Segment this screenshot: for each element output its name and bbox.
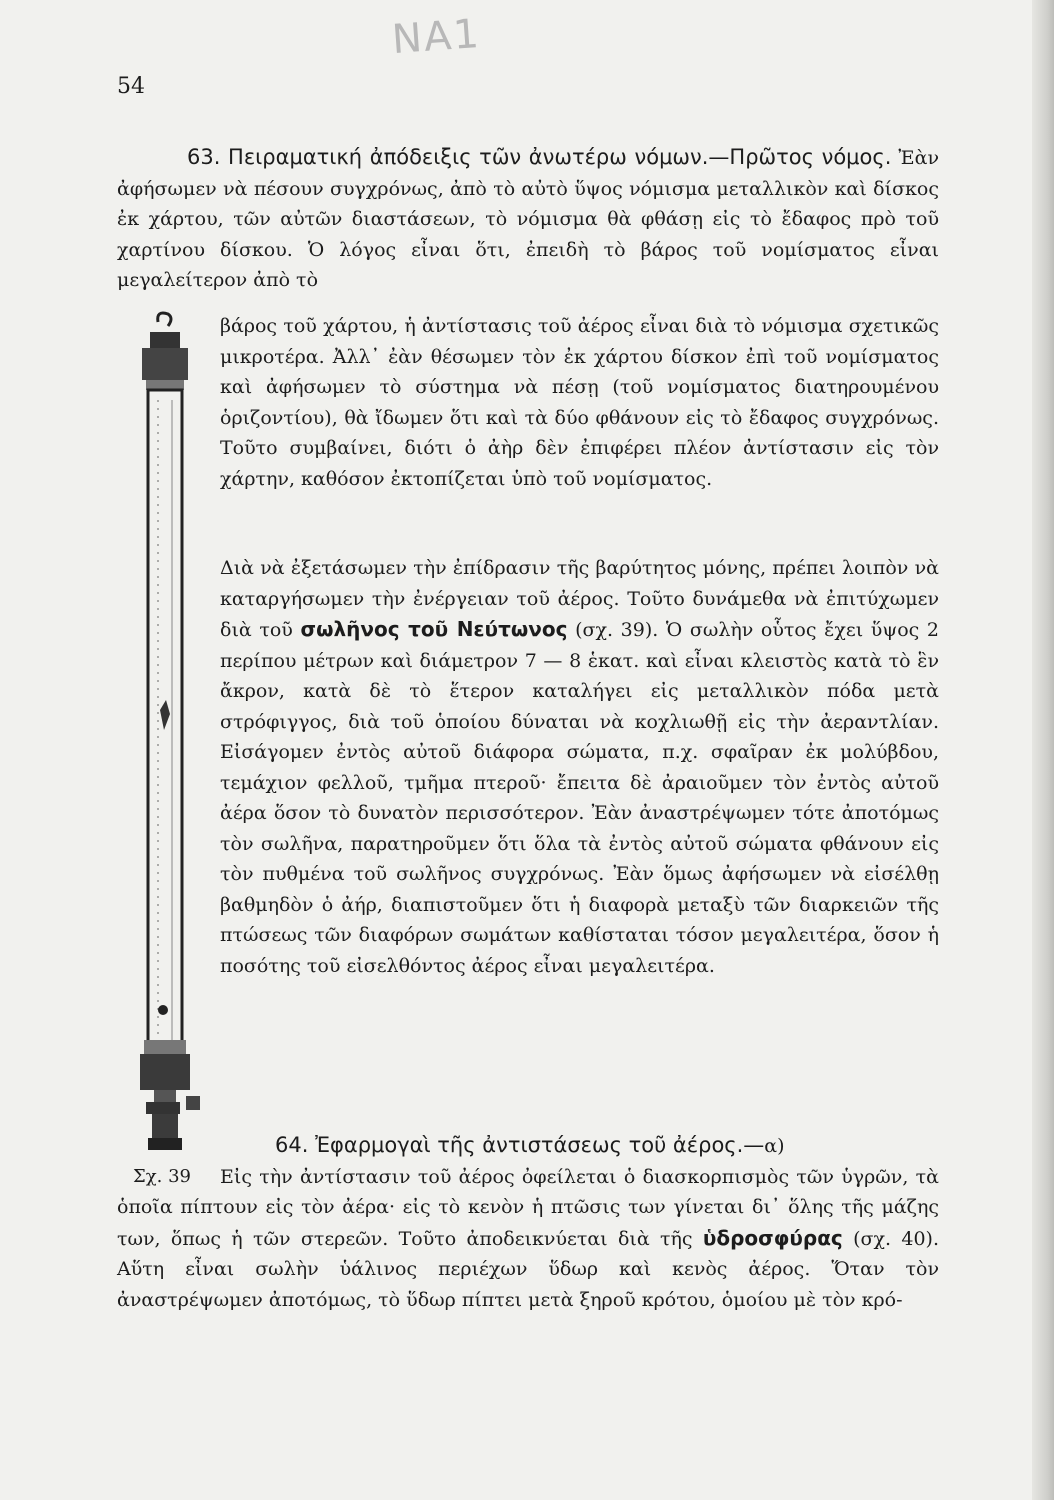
newton-tube-icon bbox=[128, 310, 218, 1160]
section-63-para2 bbox=[220, 553, 939, 981]
newton-tube-figure bbox=[128, 310, 218, 1160]
section-64 bbox=[117, 1130, 939, 1315]
water-hammer-term: ὑδροσφύρας bbox=[702, 1225, 843, 1250]
section-64-text-rest: (σχ. 40). Αὕτη εἶναι σωλὴν ὑάλινος περιέχων ὕδωρ καὶ κενὸς ἀέρος. Ὅταν τὸν ἀναστρέψωμεν ἀποτόμως, τὸ ὕδωρ πίπτει μετὰ ξηροῦ κρότου, ὁμοίου μὲ τὸν κρό- bbox=[117, 1227, 940, 1311]
figure-caption: Σχ. 39 bbox=[133, 1166, 191, 1187]
newton-tube-term: σωλῆνος τοῦ Νεύτωνος bbox=[300, 617, 568, 641]
section-63-intro bbox=[117, 142, 939, 296]
page-edge bbox=[1032, 0, 1054, 1500]
section-64-heading: 64. Ἐφαρμογαὶ τῆς ἀντιστάσεως τοῦ ἀέρος.— bbox=[275, 1133, 765, 1157]
page-number: 54 bbox=[117, 74, 145, 99]
section-63-para1-cont: βάρος τοῦ χάρτου, ἡ ἀντίστασις τοῦ ἀέρος εἶναι διὰ τὸ νόμισμα σχετικῶς μικροτέρα. Ἀλλ᾽ ἐὰν θέσωμεν τὸν ἐκ χάρτου δίσκον ἐπὶ τοῦ νομίσματος καὶ ἀφήσωμεν τὸ σύστημα νὰ πέσῃ (τοῦ νομίσματος διατηρουμένου ὁριζοντίου), θὰ ἴδωμεν ὅτι καὶ τὰ δύο φθάνουν εἰς τὸ ἔδαφος συγχρόνως. Τοῦτο συμβαίνει, διότι ὁ ἀὴρ δὲν ἐπιφέρει πλέον ἀντίστασιν εἰς τὸν χάρτην, καθόσον ἐκτοπίζεται ὑπὸ τοῦ νομίσματος. bbox=[220, 315, 939, 490]
section-63-para1: Ἐὰν ἀφήσωμεν νὰ πέσουν συγχρόνως, ἀπὸ τὸ αὐτὸ ὕψος νόμισμα μεταλλικὸν καὶ δίσκος ἐκ χάρτου, τῶν αὐτῶν διαστάσεων, τὸ νόμισμα θὰ φθάσῃ εἰς τὸ ἔδαφος πρὸ τοῦ χαρτίνου δίσκου. Ὁ λόγος εἶναι ὅτι, ἐπειδὴ τὸ βάρος τοῦ νομίσματος εἶναι μεγαλείτερον ἀπὸ τὸ bbox=[117, 147, 939, 291]
section-63-para2-rest: (σχ. 39). Ὁ σωλὴν οὗτος ἔχει ὕψος 2 περίπου μέτρων καὶ διάμετρον 7 — 8 ἑκατ. καὶ εἶναι κλειστὸς κατὰ τὸ ἓν ἄκρον, κατὰ δὲ τὸ ἕτερον καταλήγει εἰς μεταλλικὸν πόδα μετὰ στρόφιγγος, διὰ τοῦ ὁποίου δύναται νὰ κοχλιωθῇ εἰς τὴν ἀεραντλίαν. Εἰσάγομεν ἐντὸς αὐτοῦ διάφορα σώματα, π.χ. σφαῖραν ἐκ μολύβδου, τεμάχιον φελλοῦ, τμῆμα πτεροῦ· ἔπειτα δὲ ἀραιοῦμεν τὸν ἐντὸς αὐτοῦ ἀέρα ὅσον τὸ δυνατὸν περισσότερον. Ἐὰν ἀναστρέψωμεν τότε ἀποτόμως τὸν σωλῆνα, παρατηροῦμεν ὅτι ὅλα τὰ ἐντὸς αὐτοῦ σώματα φθάνουν εἰς τὸν πυθμένα τοῦ σωλῆνος συγχρόνως. Ἐὰν ὅμως ἀφήσωμεν νὰ εἰσέλθῃ βαθμηδὸν ὁ ἀήρ, διαπιστοῦμεν ὅτι ἡ διαφορὰ μεταξὺ τῶν διαρκειῶν τῆς πτώσεως τῶν διαφόρων σωμάτων καθίσταται τόσον μεγαλειτέρα, ὅσον ἡ ποσότης τοῦ εἰσελθόντος ἀέρος εἶναι μεγαλειτέρα. bbox=[220, 619, 940, 977]
section-63-para2-start: Διὰ νὰ ἐξετάσωμεν τὴν ἐπίδρασιν τῆς βαρύτητος μόνης, πρέπει λοιπὸν νὰ καταργήσωμεν τὴν ἐνέργειαν τοῦ ἀέρος. Τοῦτο δυνάμεθα νὰ ἐπιτύχωμεν διὰ τοῦ bbox=[220, 557, 939, 641]
section-64-text-start: Εἰς τὴν ἀντίστασιν τοῦ ἀέρος ὀφείλεται ὁ διασκορπισμὸς τῶν ὑγρῶν, τὰ ὁποῖα πίπτουν εἰς τὸν ἀέρα· εἰς τὸ κενὸν ἡ πτῶσις των γίνεται δι᾽ ὅλης τῆς μάζης των, ὅπως ἡ τῶν στερεῶν. Τοῦτο ἀποδεικνύεται διὰ τῆς bbox=[117, 1165, 939, 1250]
handwritten-mark: NA1 bbox=[390, 10, 483, 64]
section-63-heading: 63. Πειραματική ἀπόδειξις τῶν ἀνωτέρω νόμων.—Πρῶτος νόμος. bbox=[187, 145, 892, 169]
section-64-heading-tail: α) bbox=[764, 1135, 785, 1157]
